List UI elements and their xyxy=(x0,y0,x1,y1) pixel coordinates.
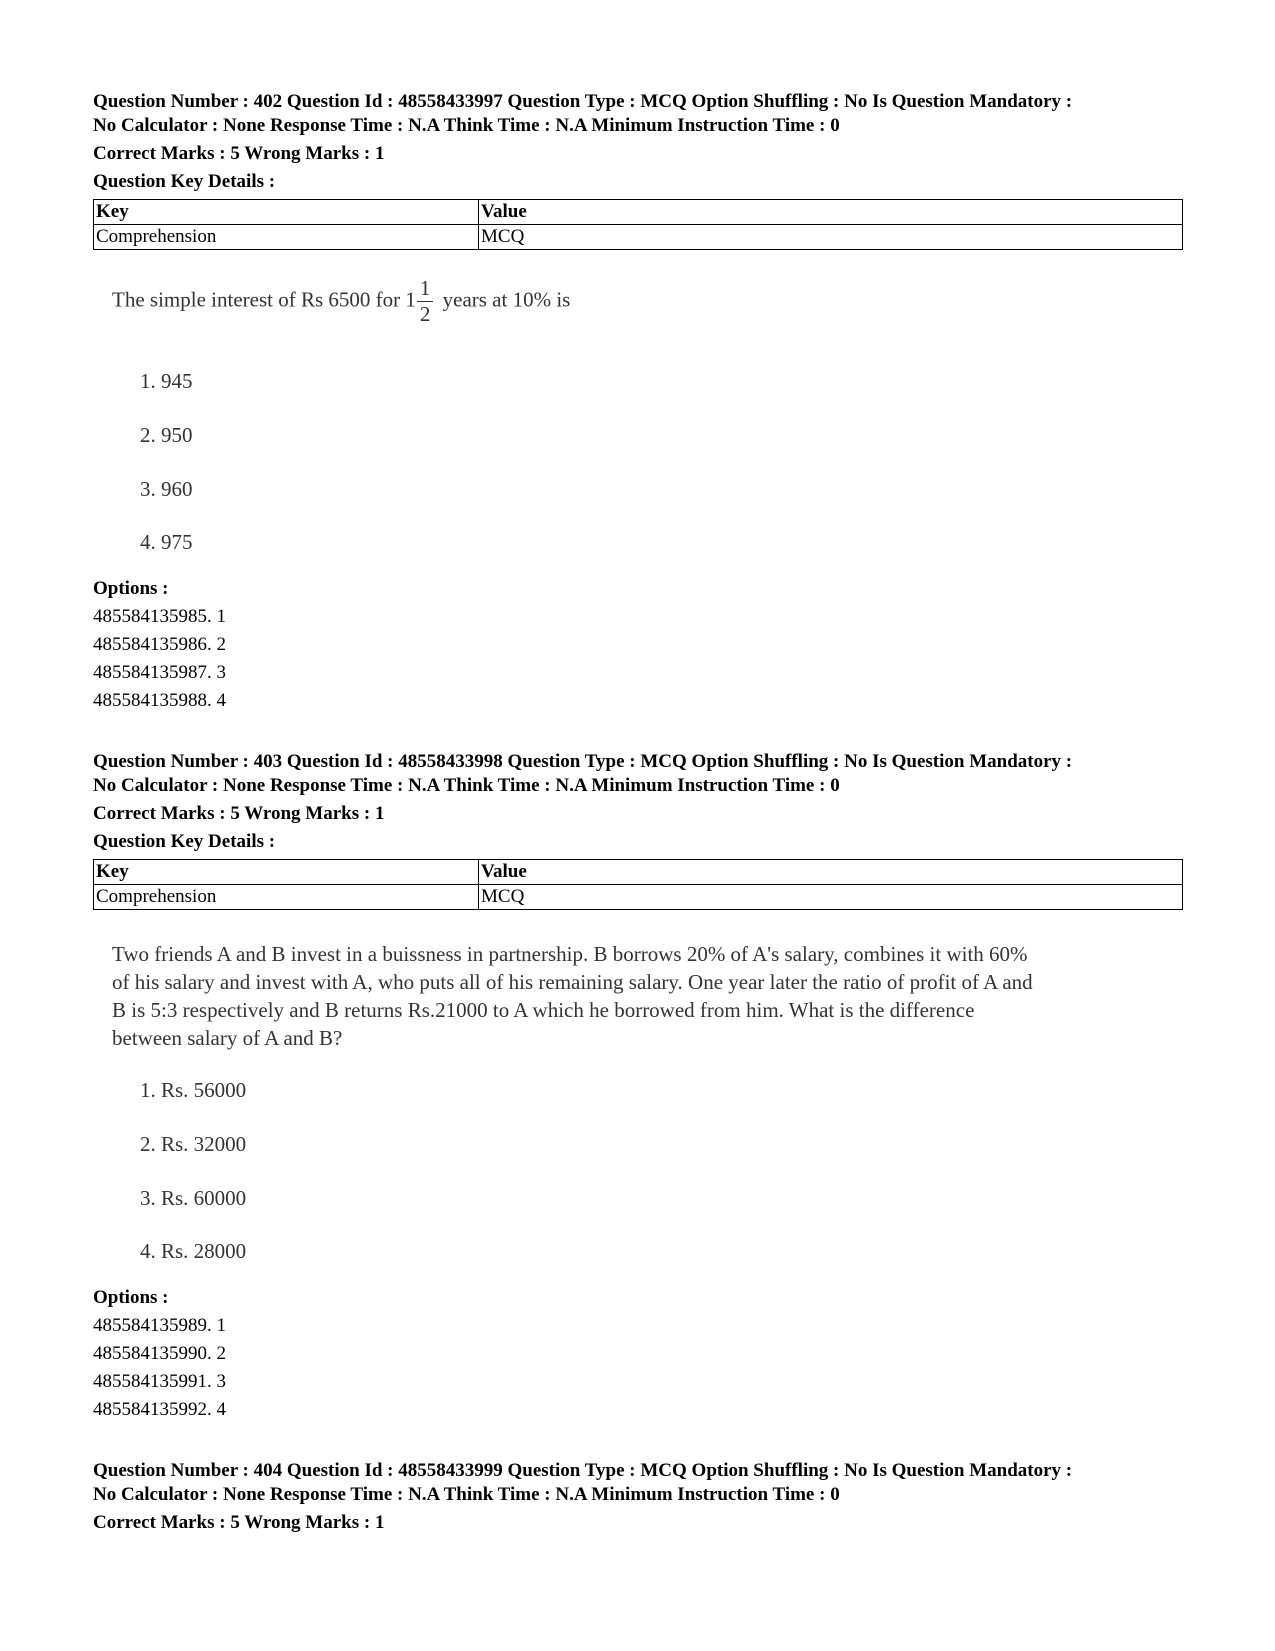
option-id: 485584135989. 1 xyxy=(93,1315,226,1336)
question-text-line: of his salary and invest with A, who puts all of his remaining salary. One year later the ratio of profit of A and xyxy=(112,970,1033,994)
question-text-line: between salary of A and B? xyxy=(112,1026,343,1050)
option-id: 485584135991. 3 xyxy=(93,1371,226,1392)
question-text xyxy=(112,278,570,325)
answer-choice: 1. Rs. 56000 xyxy=(140,1078,247,1102)
option-id: 485584135988. 4 xyxy=(93,690,226,711)
table-value-cell: MCQ xyxy=(479,225,1183,250)
question-text xyxy=(112,940,1162,1052)
question-header xyxy=(93,750,1203,798)
fraction-numerator: 1 xyxy=(417,278,434,302)
table-value-cell: MCQ xyxy=(479,885,1183,910)
key-details-table xyxy=(93,199,1183,250)
fraction xyxy=(417,278,434,325)
answer-choice: 2. Rs. 32000 xyxy=(140,1132,247,1156)
answer-choice: 4. 975 xyxy=(140,530,193,554)
question-header-line-2: No Calculator : None Response Time : N.A Think Time : N.A Minimum Instruction Time : 0 xyxy=(93,115,840,136)
question-text-line: Two friends A and B invest in a buissness in partnership. B borrows 20% of A's salary, combines it with 60% xyxy=(112,942,1028,966)
question-header-line-1: Question Number : 403 Question Id : 48558433998 Question Type : MCQ Option Shuffling : No Is Question Mandatory : xyxy=(93,751,1073,772)
answer-choice: 3. 960 xyxy=(140,477,193,501)
option-id: 485584135986. 2 xyxy=(93,634,226,655)
key-details-label: Question Key Details : xyxy=(93,171,276,192)
fraction-denominator: 2 xyxy=(419,302,431,326)
question-header-line-1: Question Number : 402 Question Id : 48558433997 Question Type : MCQ Option Shuffling : No Is Question Mandatory : xyxy=(93,91,1073,112)
table-key-cell: Comprehension xyxy=(94,885,479,910)
key-details-label: Question Key Details : xyxy=(93,831,276,852)
question-header-line-2: No Calculator : None Response Time : N.A Think Time : N.A Minimum Instruction Time : 0 xyxy=(93,775,840,796)
table-value-header: Value xyxy=(479,200,1183,225)
table-key-header: Key xyxy=(94,860,479,885)
question-text-part: The simple interest of Rs 6500 for 1 xyxy=(112,287,416,312)
question-header-line-1: Question Number : 404 Question Id : 48558433999 Question Type : MCQ Option Shuffling : No Is Question Mandatory : xyxy=(93,1460,1073,1481)
table-key-cell: Comprehension xyxy=(94,225,479,250)
question-marks: Correct Marks : 5 Wrong Marks : 1 xyxy=(93,1512,385,1533)
option-id: 485584135990. 2 xyxy=(93,1343,226,1364)
option-id: 485584135987. 3 xyxy=(93,662,226,683)
option-id: 485584135992. 4 xyxy=(93,1399,226,1420)
question-header-line-2: No Calculator : None Response Time : N.A Think Time : N.A Minimum Instruction Time : 0 xyxy=(93,1484,840,1505)
key-details-table xyxy=(93,859,1183,910)
answer-choice: 4. Rs. 28000 xyxy=(140,1239,247,1263)
question-marks: Correct Marks : 5 Wrong Marks : 1 xyxy=(93,803,385,824)
question-header xyxy=(93,90,1203,138)
options-label: Options : xyxy=(93,1287,169,1308)
question-text-part: years at 10% is xyxy=(442,287,571,312)
table-value-header: Value xyxy=(479,860,1183,885)
answer-choice: 2. 950 xyxy=(140,423,193,447)
options-label: Options : xyxy=(93,578,169,599)
table-key-header: Key xyxy=(94,200,479,225)
answer-choice: 3. Rs. 60000 xyxy=(140,1186,247,1210)
question-text-line: B is 5:3 respectively and B returns Rs.21000 to A which he borrowed from him. What is the difference xyxy=(112,998,975,1022)
option-id: 485584135985. 1 xyxy=(93,606,226,627)
question-marks: Correct Marks : 5 Wrong Marks : 1 xyxy=(93,143,385,164)
answer-choice: 1. 945 xyxy=(140,369,193,393)
question-header xyxy=(93,1459,1203,1507)
